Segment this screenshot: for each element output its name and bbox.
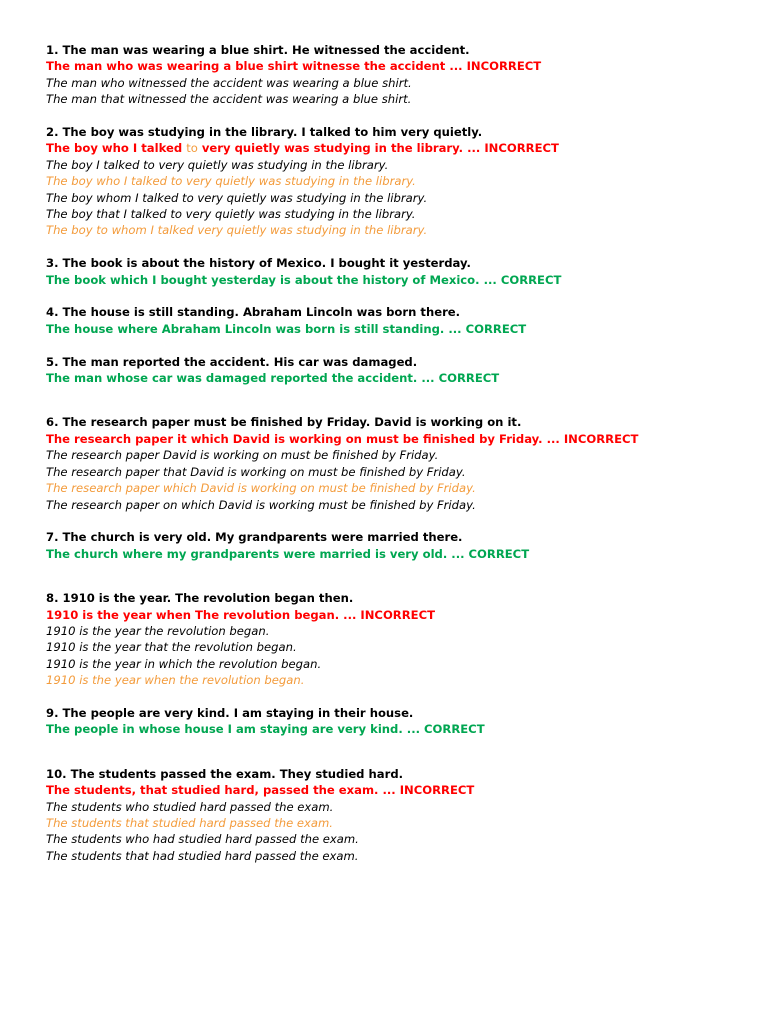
alternative-8-4: 1910 is the year when the revolution began.	[46, 673, 305, 688]
question-1: 1. The man was wearing a blue shirt. He witnessed the accident.	[46, 43, 470, 57]
alternative-1-1: The man who witnessed the accident was wearing a blue shirt.	[46, 75, 412, 90]
alternative-2-2: The boy who I talked to very quietly was studying in the library.	[46, 174, 416, 189]
exercise-item-9	[46, 705, 746, 738]
answer-6-incorrect: The research paper it which David is working on must be finished by Friday. ... INCORRECT	[46, 431, 639, 446]
exercise-item-8	[46, 590, 746, 688]
alternative-10-3: The students who had studied hard passed the exam.	[46, 832, 359, 847]
exercise-item-3	[46, 255, 746, 288]
question-2: 2. The boy was studying in the library. I talked to him very quietly.	[46, 125, 483, 140]
question-5: 5. The man reported the accident. His car was damaged.	[46, 354, 418, 369]
alternative-8-3: 1910 is the year in which the revolution began.	[46, 656, 322, 671]
answer-2-part-1: The boy who I talked	[46, 141, 187, 156]
alternative-2-3: The boy whom I talked to very quietly was studying in the library.	[46, 190, 428, 205]
alternative-6-2: The research paper that David is working on must be finished by Friday.	[46, 464, 466, 479]
question-10: 10. The students passed the exam. They studied hard.	[46, 766, 404, 781]
alternative-6-3: The research paper which David is working on must be finished by Friday.	[46, 481, 476, 496]
alternative-2-5: The boy to whom I talked very quietly was studying in the library.	[46, 223, 428, 238]
answer-3-correct: The book which I bought yesterday is about the history of Mexico. ... CORRECT	[46, 272, 562, 287]
exercise-item-7	[46, 529, 746, 562]
answer-2-part-3: very quietly was studying in the library. ... INCORRECT	[197, 141, 559, 156]
alternative-6-1: The research paper David is working on must be finished by Friday.	[46, 448, 439, 463]
answer-2-highlight: to	[186, 141, 198, 156]
answer-4-correct: The house where Abraham Lincoln was born is still standing. ... CORRECT	[46, 321, 527, 336]
alternative-8-2: 1910 is the year that the revolution began.	[46, 640, 297, 655]
question-6: 6. The research paper must be finished by Friday. David is working on it.	[46, 415, 522, 430]
exercise-item-1	[46, 42, 746, 108]
exercise-item-6	[46, 414, 746, 512]
question-3: 3. The book is about the history of Mexico. I bought it yesterday.	[46, 256, 471, 271]
answer-10-incorrect: The students, that studied hard, passed the exam. ... INCORRECT	[46, 783, 475, 798]
alternative-10-4: The students that had studied hard passed the exam.	[46, 848, 359, 863]
answer-5-correct: The man whose car was damaged reported the accident. ... CORRECT	[46, 371, 500, 386]
answer-8-incorrect: 1910 is the year when The revolution began. ... INCORRECT	[46, 607, 435, 622]
alternative-10-1: The students who studied hard passed the exam.	[46, 799, 334, 814]
answer-2-incorrect	[46, 140, 746, 156]
answer-7-correct: The church where my grandparents were married is very old. ... CORRECT	[46, 546, 530, 561]
alternative-6-4: The research paper on which David is working must be finished by Friday.	[46, 497, 476, 512]
exercise-item-10	[46, 766, 746, 864]
exercise-sheet	[46, 42, 746, 864]
answer-1-incorrect: The man who was wearing a blue shirt witnesse the accident ... INCORRECT	[46, 59, 542, 74]
exercise-item-4	[46, 304, 746, 337]
alternative-2-4: The boy that I talked to very quietly was studying in the library.	[46, 207, 416, 222]
question-9: 9. The people are very kind. I am staying in their house.	[46, 705, 414, 720]
answer-9-correct: The people in whose house I am staying are very kind. ... CORRECT	[46, 722, 485, 737]
question-7: 7. The church is very old. My grandparents were married there.	[46, 530, 463, 545]
alternative-2-1: The boy I talked to very quietly was studying in the library.	[46, 157, 389, 172]
question-4: 4. The house is still standing. Abraham Lincoln was born there.	[46, 305, 461, 320]
alternative-10-2: The students that studied hard passed the exam.	[46, 815, 333, 830]
alternative-8-1: 1910 is the year the revolution began.	[46, 623, 270, 638]
exercise-item-2	[46, 124, 746, 239]
alternative-1-2: The man that witnessed the accident was wearing a blue shirt.	[46, 92, 412, 107]
question-8: 8. 1910 is the year. The revolution began then.	[46, 591, 354, 606]
exercise-item-5	[46, 354, 746, 387]
